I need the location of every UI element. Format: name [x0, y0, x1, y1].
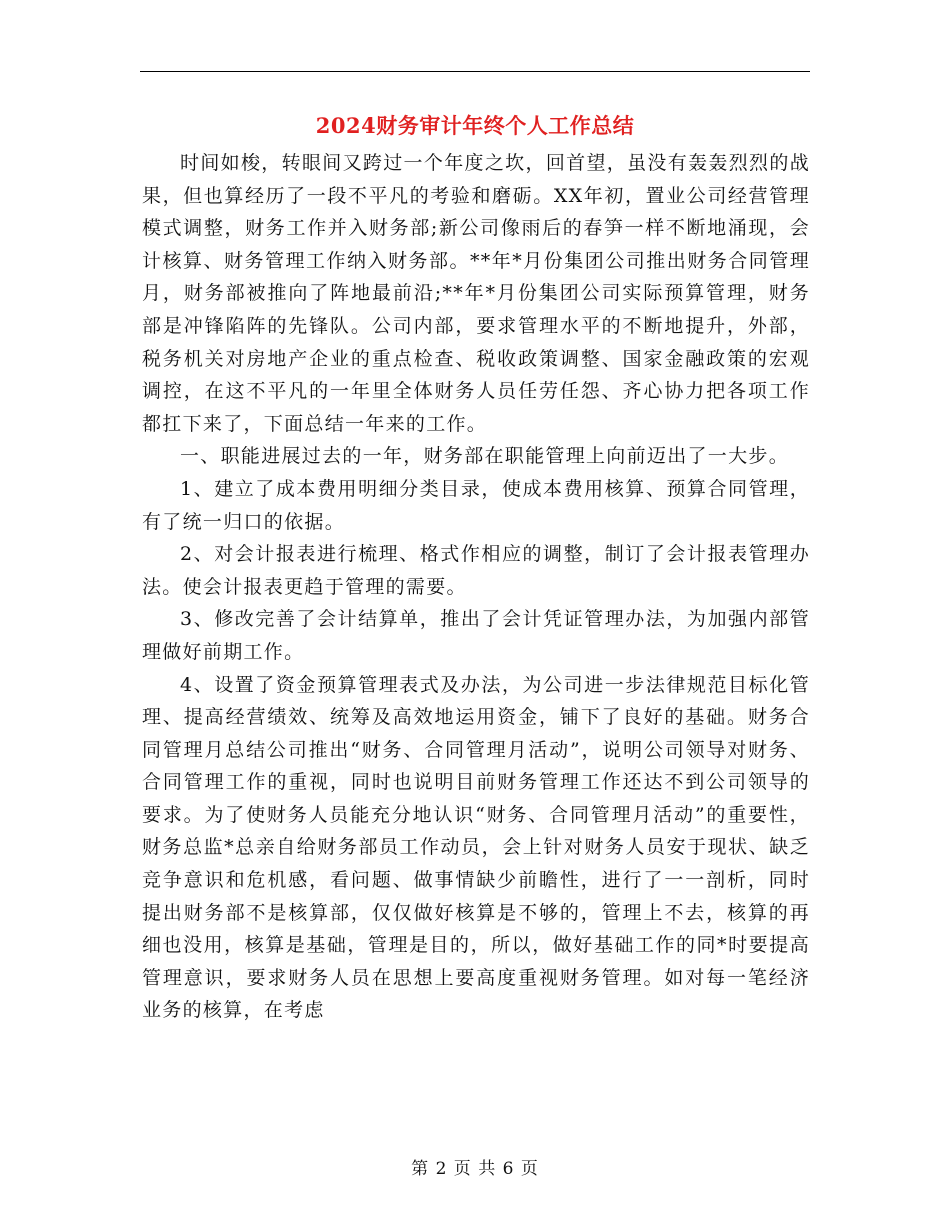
document-body [142, 147, 810, 1027]
paragraph-section-one: 一、职能进展过去的一年，财务部在职能管理上向前迈出了一大步。 [180, 445, 790, 468]
header-rule [140, 71, 810, 72]
paragraph-intro: 时间如梭，转眼间又跨过一个年度之坎，回首望，虽没有轰轰烈烈的战果，但也算经历了一段不平凡的考验和磨砺。XX年初，置业公司经营管理模式调整，财务工作并入财务部;新公司像雨后的春笋一样不断地涌现，会计核算、财务管理工作纳入财务部。**年*月份集团公司推出财务合同管理月，财务部被推向了阵地最前沿;**年*月份集团公司实际预算管理，财务部是冲锋陷阵的先锋队。公司内部，要求管理水平的不断地提升，外部，税务机关对房地产企业的重点检查、税收政策调整、国家金融政策的宏观调控，在这不平凡的一年里全体财务人员任劳任怨、齐心协力把各项工作都扛下来了，下面总结一年来的工作。 [142, 152, 810, 435]
paragraph-item-4: 4、设置了资金预算管理表式及办法，为公司进一步法律规范目标化管理、提高经营绩效、统筹及高效地运用资金，铺下了良好的基础。财务合同管理月总结公司推出“财务、合同管理月活动”，说明公司领导对财务、合同管理工作的重视，同时也说明目前财务管理工作还达不到公司领导的要求。为了使财务人员能充分地认识“财务、合同管理月活动”的重要性，财务总监*总亲自给财务部员工作动员，会上针对财务人员安于现状、缺乏竞争意识和危机感，看问题、做事情缺少前瞻性，进行了一一剖析，同时提出财务部不是核算部，仅仅做好核算是不够的，管理上不去，核算的再细也没用，核算是基础，管理是目的，所以，做好基础工作的同*时要提高管理意识，要求财务人员在思想上要高度重视财务管理。如对每一笔经济业务的核算，在考虑 [142, 673, 810, 1022]
document-title: 2024财务审计年终个人工作总结 [315, 113, 635, 138]
paragraph-item-2: 2、对会计报表进行梳理、格式作相应的调整，制订了会计报表管理办法。使会计报表更趋于管理的需要。 [142, 543, 810, 598]
page-number-footer: 第 2 页 共 6 页 [411, 1159, 539, 1179]
paragraph-item-3: 3、修改完善了会计结算单，推出了会计凭证管理办法，为加强内部管理做好前期工作。 [142, 608, 810, 663]
paragraph-item-1: 1、建立了成本费用明细分类目录，使成本费用核算、预算合同管理，有了统一归口的依据。 [142, 477, 810, 533]
